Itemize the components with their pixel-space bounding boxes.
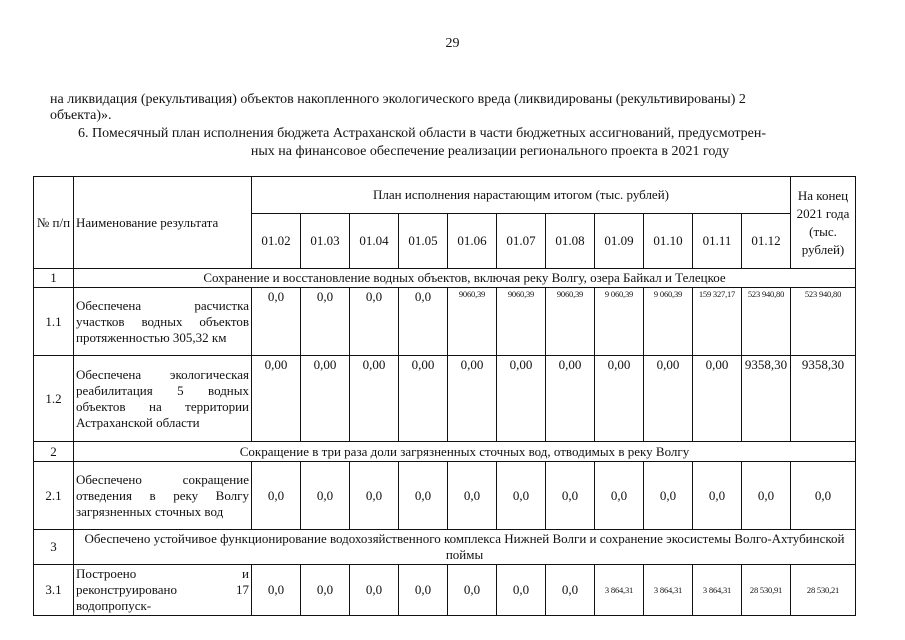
row-number: 2 bbox=[34, 442, 74, 462]
month-value: 0,0 bbox=[399, 462, 448, 530]
header-month: 01.09 bbox=[595, 214, 644, 269]
month-value: 0,00 bbox=[301, 356, 350, 442]
month-value: 28 530,91 bbox=[742, 565, 791, 616]
month-value: 0,00 bbox=[252, 356, 301, 442]
month-value: 0,0 bbox=[350, 565, 399, 616]
header-month: 01.02 bbox=[252, 214, 301, 269]
month-value: 9060,39 bbox=[497, 288, 546, 356]
header-month: 01.06 bbox=[448, 214, 497, 269]
header-month: 01.10 bbox=[644, 214, 693, 269]
month-value: 0,0 bbox=[546, 462, 595, 530]
month-value: 0,0 bbox=[497, 565, 546, 616]
month-value: 3 864,31 bbox=[644, 565, 693, 616]
month-value: 0,0 bbox=[301, 565, 350, 616]
month-value: 3 864,31 bbox=[595, 565, 644, 616]
month-value: 0,0 bbox=[301, 288, 350, 356]
month-value: 0,0 bbox=[448, 462, 497, 530]
month-value: 9358,30 bbox=[742, 356, 791, 442]
end-of-year-value: 28 530,21 bbox=[791, 565, 856, 616]
section-heading bbox=[50, 125, 860, 161]
row-number: 1 bbox=[34, 269, 74, 288]
month-value: 0,0 bbox=[644, 462, 693, 530]
section-row bbox=[34, 269, 856, 288]
result-name: Обеспечена экологическая реабилитация 5 водных объектов на территории Астраханской области bbox=[74, 356, 252, 442]
month-value: 0,0 bbox=[497, 462, 546, 530]
month-value: 0,00 bbox=[644, 356, 693, 442]
month-value: 0,00 bbox=[595, 356, 644, 442]
header-month: 01.08 bbox=[546, 214, 595, 269]
month-value: 0,00 bbox=[448, 356, 497, 442]
table-row bbox=[34, 565, 856, 616]
section-title: Обеспечено устойчивое функционирование водохозяйственного комплекса Нижней Волги и сохранение экосистемы Волго-Ахтубинской поймы bbox=[74, 530, 856, 565]
section-row bbox=[34, 530, 856, 565]
budget-plan-table bbox=[33, 176, 856, 616]
month-value: 0,0 bbox=[742, 462, 791, 530]
month-value: 0,0 bbox=[252, 565, 301, 616]
header-plan: План исполнения нарастающим итогом (тыс. рублей) bbox=[252, 177, 791, 214]
end-of-year-value: 9358,30 bbox=[791, 356, 856, 442]
header-month: 01.04 bbox=[350, 214, 399, 269]
end-of-year-value: 523 940,80 bbox=[791, 288, 856, 356]
month-value: 159 327,17 bbox=[693, 288, 742, 356]
month-value: 9 060,39 bbox=[595, 288, 644, 356]
heading-line-1: 6. Помесячный план исполнения бюджета Астраханской области в части бюджетных ассигнований, предусмотрен- bbox=[78, 126, 767, 141]
month-value: 0,00 bbox=[693, 356, 742, 442]
row-number: 3 bbox=[34, 530, 74, 565]
section-title: Сохранение и восстановление водных объектов, включая реку Волгу, озера Байкал и Телецкое bbox=[74, 269, 856, 288]
table-row bbox=[34, 462, 856, 530]
month-value: 0,00 bbox=[546, 356, 595, 442]
header-row-1 bbox=[34, 177, 856, 214]
header-end-of-year: На конец 2021 года (тыс. рублей) bbox=[791, 177, 856, 269]
month-value: 0,00 bbox=[399, 356, 448, 442]
month-value: 0,00 bbox=[350, 356, 399, 442]
result-name: Построено и реконструировано 17 водопропуск- bbox=[74, 565, 252, 616]
row-number: 1.2 bbox=[34, 356, 74, 442]
row-number: 1.1 bbox=[34, 288, 74, 356]
intro-line-1: на ликвидация (рекультивация) объектов накопленного экологического вреда (ликвидированы (рекультивированы) 2 bbox=[50, 92, 746, 107]
header-num: № п/п bbox=[34, 177, 74, 269]
intro-paragraph bbox=[50, 91, 850, 109]
month-value: 0,0 bbox=[399, 565, 448, 616]
month-value: 0,0 bbox=[546, 565, 595, 616]
result-name: Обеспечена расчистка участков водных объектов протяженностью 305,32 км bbox=[74, 288, 252, 356]
month-value: 0,00 bbox=[497, 356, 546, 442]
month-value: 0,0 bbox=[301, 462, 350, 530]
header-month: 01.07 bbox=[497, 214, 546, 269]
header-month: 01.05 bbox=[399, 214, 448, 269]
section-row bbox=[34, 442, 856, 462]
month-value: 0,0 bbox=[350, 288, 399, 356]
table-row bbox=[34, 356, 856, 442]
heading-line-2: ных на финансовое обеспечение реализации регионального проекта в 2021 году bbox=[250, 144, 730, 159]
month-value: 9 060,39 bbox=[644, 288, 693, 356]
table-row bbox=[34, 288, 856, 356]
month-value: 9060,39 bbox=[546, 288, 595, 356]
month-value: 0,0 bbox=[693, 462, 742, 530]
header-month: 01.03 bbox=[301, 214, 350, 269]
row-number: 3.1 bbox=[34, 565, 74, 616]
month-value: 0,0 bbox=[252, 462, 301, 530]
month-value: 0,0 bbox=[350, 462, 399, 530]
month-value: 0,0 bbox=[595, 462, 644, 530]
result-name: Обеспечено сокращение отведения в реку Волгу загрязненных сточных вод bbox=[74, 462, 252, 530]
month-value: 0,0 bbox=[252, 288, 301, 356]
section-title: Сокращение в три раза доли загрязненных сточных вод, отводимых в реку Волгу bbox=[74, 442, 856, 462]
intro-line-2: объекта)». bbox=[50, 108, 112, 123]
month-value: 3 864,31 bbox=[693, 565, 742, 616]
header-month: 01.12 bbox=[742, 214, 791, 269]
header-name: Наименование результата bbox=[74, 177, 252, 269]
month-value: 0,0 bbox=[448, 565, 497, 616]
month-value: 0,0 bbox=[399, 288, 448, 356]
page-number: 29 bbox=[445, 36, 460, 51]
month-value: 9060,39 bbox=[448, 288, 497, 356]
row-number: 2.1 bbox=[34, 462, 74, 530]
end-of-year-value: 0,0 bbox=[791, 462, 856, 530]
header-month: 01.11 bbox=[693, 214, 742, 269]
month-value: 523 940,80 bbox=[742, 288, 791, 356]
